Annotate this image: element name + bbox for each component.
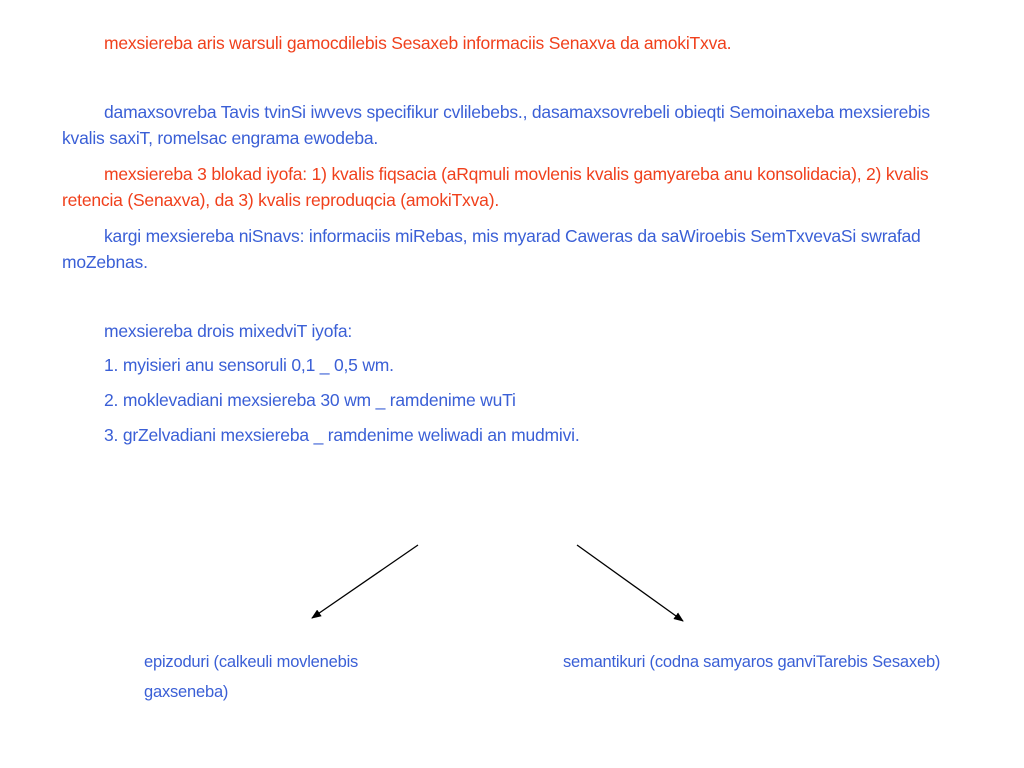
arrow-right [577, 545, 683, 621]
duration-item-sensory: 1. myisieri anu sensoruli 0,1 _ 0,5 wm. [104, 355, 394, 375]
intro-paragraph: mexsiereba aris warsuli gamocdilebis Sesaxeb informaciis Senaxva da amokiTxva. [104, 33, 732, 53]
memory-blocks-paragraph: mexsiereba 3 blokad iyofa: 1) kvalis fiqsacia (aRqmuli movlenis kvalis gamyareba anu konsolidacia), 2) kvalis retencia (Senaxva), da 3) kvalis reproduqcia (amokiTxva). [62, 164, 929, 210]
good-memory-paragraph: kargi mexsiereba niSnavs: informaciis miRebas, mis myarad Caweras da saWiroebis SemTxvevaSi swrafad moZebnas. [62, 226, 921, 272]
duration-heading: mexsiereba drois mixedviT iyofa: [104, 321, 353, 341]
duration-item-short-term: 2. moklevadiani mexsiereba 30 wm _ ramdenime wuTi [104, 390, 516, 410]
definition-paragraph: damaxsovreba Tavis tvinSi iwvevs specifikur cvlilebebs., dasamaxsovrebeli obieqti Semoinaxeba mexsierebis kvalis saxiT, romelsac engrama ewodeba. [62, 102, 930, 148]
duration-item-long-term: 3. grZelvadiani mexsiereba _ ramdenime weliwadi an mudmivi. [104, 425, 580, 445]
arrow-left [312, 545, 418, 618]
episodic-memory-label: epizoduri (calkeuli movlenebis gaxseneba) [144, 653, 359, 701]
semantic-memory-label: semantikuri (codna samyaros ganviTarebis Sesaxeb) [563, 653, 941, 671]
